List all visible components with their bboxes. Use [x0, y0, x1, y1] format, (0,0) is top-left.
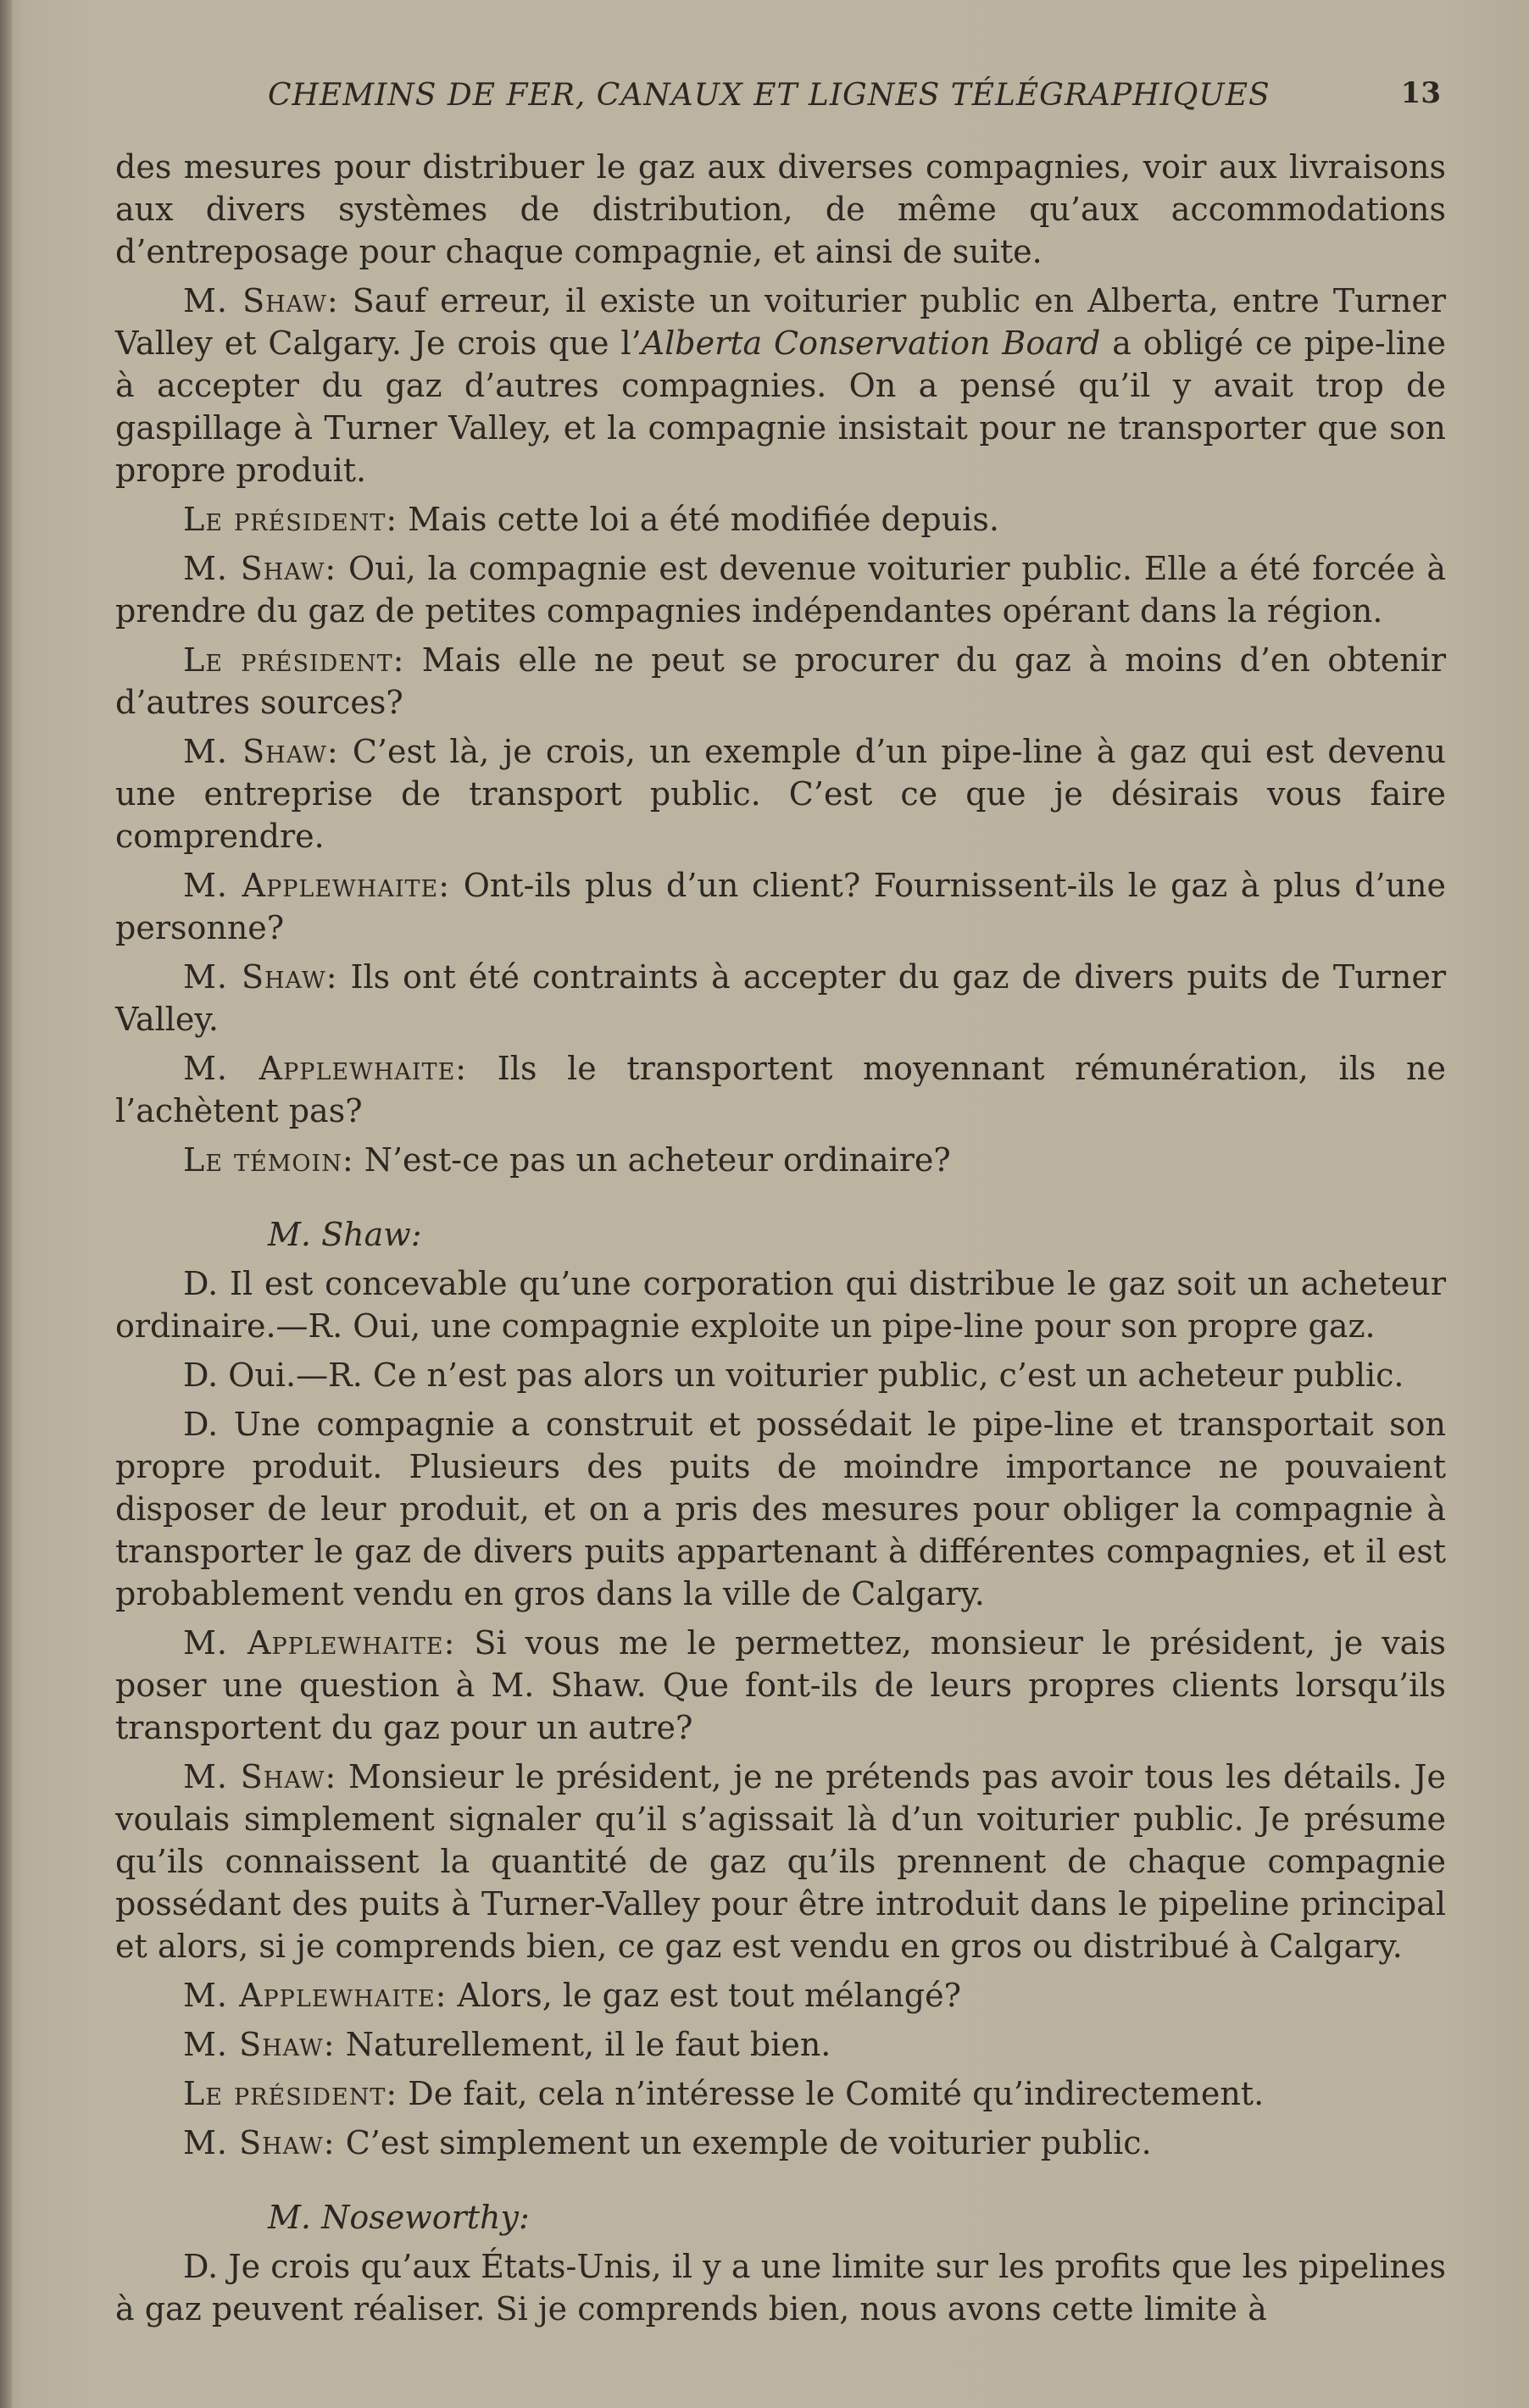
speech-text: Monsieur le président, je ne prétends pas avoir tous les détails. Je voulais simplement signaler qu’il s’agissait là d’un voiturier public. Je présume qu’ils connaissent la quantité de gaz qu’ils prennent de chaque compagnie possédant des puits à Turner-Valley pour être introduit dans le pipeline principal et alors, si je comprends bien, ce gaz est vendu en gros ou distribué à Calgary.	[115, 1758, 1446, 1965]
speech-text: Mais elle ne peut se procurer du gaz à moins d’en obtenir d’autres sources?	[115, 641, 1446, 721]
speech-paragraph	[115, 1047, 1446, 1132]
speaker-name: M. Shaw:	[183, 2026, 336, 2063]
page-number: 13	[1400, 76, 1441, 110]
speaker-name: M. Applewhaite:	[183, 1977, 448, 2014]
speech-paragraph	[115, 1622, 1446, 1749]
speaker-name: M. Shaw:	[183, 733, 339, 770]
question-answer: D. Je crois qu’aux États-Unis, il y a une limite sur les profits que les pipelines à gaz peuvent réaliser. Si je comprends bien, nous avons cette limite à	[115, 2248, 1446, 2328]
speech-text: Ils le transportent moyennant rémunération, ils ne l’achètent pas?	[115, 1050, 1447, 1129]
speech-paragraph	[115, 280, 1446, 491]
examiner-heading: M. Shaw:	[268, 1216, 422, 1253]
speaker-name: Le témoin:	[183, 1141, 354, 1179]
question-answer: D. Oui.—R. Ce n’est pas alors un voiturier public, c’est un acheteur public.	[183, 1357, 1404, 1394]
speaker-name: M. Shaw:	[183, 282, 339, 319]
speaker-name: M. Shaw:	[183, 1758, 337, 1795]
speech-text: Ils ont été contraints à accepter du gaz de divers puits de Turner Valley.	[115, 958, 1446, 1038]
speech-text: C’est simplement un exemple de voiturier public.	[335, 2124, 1152, 2161]
speech-text-continued: a obligé ce pipe-line à accepter du gaz d’autres compagnies. On a pensé qu’il y avait trop de gaspillage à Turner Valley, et la compagnie insistait pour ne transporter que son propre produit.	[115, 325, 1447, 489]
speech-text: Mais cette loi a été modifiée depuis.	[398, 501, 999, 538]
speech-text: De fait, cela n’intéresse le Comité qu’indirectement.	[398, 2075, 1265, 2112]
speech-paragraph	[115, 2023, 1446, 2066]
speech-paragraph	[115, 547, 1446, 632]
speech-text: Naturellement, il le faut bien.	[335, 2026, 831, 2063]
question-answer: D. Il est concevable qu’une corporation qui distribue le gaz soit un acheteur ordinaire.—R. Oui, une compagnie exploite un pipe-line pour son propre gaz.	[115, 1265, 1446, 1345]
speech-text: Ont-ils plus d’un client? Fournissent-ils le gaz à plus d’une personne?	[115, 867, 1446, 946]
speech-paragraph	[115, 2072, 1446, 2115]
speaker-name: Le président:	[183, 641, 405, 679]
speech-paragraph	[115, 639, 1446, 724]
speaker-name: M. Applewhaite:	[183, 867, 451, 904]
speech-text: Oui, la compagnie est devenue voiturier public. Elle a été forcée à prendre du gaz de petites compagnies indépendantes opérant dans la région.	[115, 550, 1446, 630]
italic-name: Alberta Conservation Board	[641, 325, 1101, 362]
page-header	[119, 73, 1441, 124]
speech-paragraph	[115, 864, 1446, 949]
speech-paragraph	[115, 956, 1446, 1040]
paragraph: des mesures pour distribuer le gaz aux diverses compagnies, voir aux livraisons aux divers systèmes de distribution, de même qu’aux accommodations d’entreposage pour chaque compagnie, et ainsi de suite.	[115, 148, 1446, 270]
question-answer: D. Une compagnie a construit et possédait le pipe-line et transportait son propre produit. Plusieurs des puits de moindre importance ne pouvaient disposer de leur produit, et on a pris des mesures pour obliger la compagnie à transporter le gaz de divers puits appartenant à différentes compagnies, et il est probablement vendu en gros dans la ville de Calgary.	[115, 1406, 1446, 1612]
speech-paragraph	[115, 1756, 1446, 1967]
speaker-name: M. Applewhaite:	[183, 1624, 456, 1662]
speaker-name: M. Shaw:	[183, 958, 338, 996]
speaker-name: Le président:	[183, 501, 398, 538]
speaker-name: Le président:	[183, 2075, 398, 2112]
speech-text: N’est-ce pas un acheteur ordinaire?	[353, 1141, 951, 1179]
running-title: CHEMINS DE FER, CANAUX ET LIGNES TÉLÉGRAPHIQUES	[268, 78, 1270, 113]
speech-paragraph	[115, 1139, 1446, 1181]
examiner-heading: M. Noseworthy:	[268, 2199, 530, 2236]
speaker-name: M. Applewhaite:	[183, 1050, 468, 1087]
binding-edge	[0, 0, 12, 2408]
body-text	[115, 146, 1446, 2337]
speech-paragraph	[115, 2122, 1446, 2164]
speaker-name: M. Shaw:	[183, 2124, 336, 2161]
speech-text: Sauf erreur, il existe un voiturier public en Alberta, entre Turner Valley et Calgary. Je crois que l’	[115, 282, 1446, 362]
speech-text: C’est là, je crois, un exemple d’un pipe-line à gaz qui est devenu une entreprise de transport public. C’est ce que je désirais vous faire comprendre.	[115, 733, 1446, 855]
speech-paragraph	[115, 1974, 1446, 2017]
speaker-name: M. Shaw:	[183, 550, 337, 587]
speech-text: Si vous me le permettez, monsieur le président, je vais poser une question à M. Shaw. Que font-ils de leurs propres clients lorsqu’ils transportent du gaz pour un autre?	[115, 1624, 1446, 1746]
speech-paragraph	[115, 498, 1446, 541]
speech-paragraph	[115, 730, 1446, 857]
speech-text: Alors, le gaz est tout mélangé?	[447, 1977, 961, 2014]
